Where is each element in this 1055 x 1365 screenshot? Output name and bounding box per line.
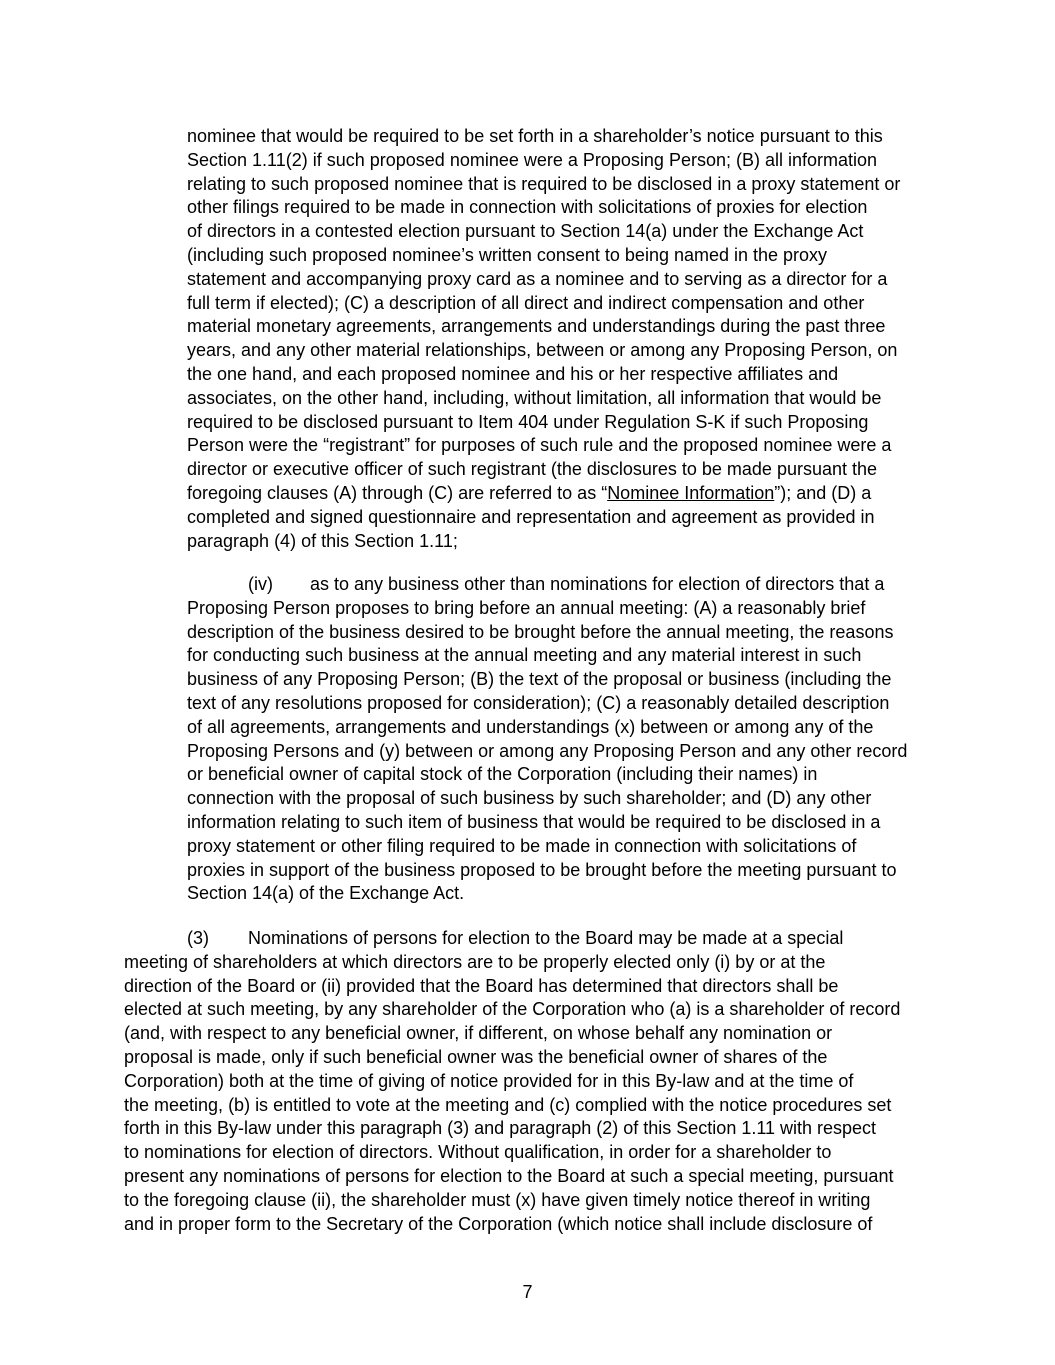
text-line: of directors in a contested election pursuant to Section 14(a) under the Exchange Act: [187, 221, 864, 242]
paragraph-nominee-information: [187, 125, 900, 553]
text-line: information relating to such item of business that would be required to be disclosed in a: [187, 811, 881, 832]
paragraph-iv: [187, 573, 907, 906]
text-line: text of any resolutions proposed for consideration); (C) a reasonably detailed description: [187, 692, 890, 713]
paragraph-marker: (3): [187, 928, 209, 948]
text-line: proposal is made, only if such beneficial owner was the beneficial owner of shares of the: [124, 1046, 828, 1067]
text-line: nominee that would be required to be set forth in a shareholder’s notice pursuant to this: [187, 126, 883, 146]
text-line: years, and any other material relationships, between or among any Proposing Person, on: [187, 340, 898, 361]
text-line: associates, on the other hand, including, without limitation, all information that would be: [187, 387, 882, 408]
text-fragment: as to any business other than nominations for election of directors that a: [310, 574, 885, 594]
text-fragment: Nominations of persons for election to the Board may be made at a special: [248, 928, 844, 948]
text-line: Section 14(a) of the Exchange Act.: [187, 883, 465, 904]
text-line: completed and signed questionnaire and representation and agreement as provided in: [187, 506, 875, 527]
text-line: required to be disclosed pursuant to Item 404 under Regulation S-K if such Proposing: [187, 411, 869, 432]
text-fragment: ”); and (D) a: [774, 482, 872, 503]
text-line: the one hand, and each proposed nominee and his or her respective affiliates and: [187, 363, 839, 384]
text-line: of all agreements, arrangements and understandings (x) between or among any of the: [187, 716, 874, 737]
text-line: elected at such meeting, by any shareholder of the Corporation who (a) is a shareholder of record: [124, 999, 901, 1020]
text-line: full term if elected); (C) a description of all direct and indirect compensation and other: [187, 292, 865, 313]
paragraph-marker: (iv): [248, 574, 273, 594]
text-line: [187, 573, 907, 597]
text-line: [124, 927, 900, 951]
text-line: relating to such proposed nominee that is required to be disclosed in a proxy statement or: [187, 173, 901, 194]
text-line: and in proper form to the Secretary of the Corporation (which notice shall include disclosure of: [124, 1213, 873, 1234]
text-line: Proposing Person proposes to bring before an annual meeting: (A) a reasonably brief: [187, 597, 866, 618]
text-line: Person were the “registrant” for purposes of such rule and the proposed nominee were a: [187, 435, 892, 456]
text-line: other filings required to be made in connection with solicitations of proxies for election: [187, 197, 868, 218]
text-line: Corporation) both at the time of giving of notice provided for in this By-law and at the time of: [124, 1070, 854, 1091]
text-line: proxy statement or other filing required to be made in connection with solicitations of: [187, 835, 857, 856]
paragraph-3-special-meeting-nominations: [124, 927, 900, 1236]
text-line: [187, 482, 900, 506]
text-line: proxies in support of the business proposed to be brought before the meeting pursuant to: [187, 859, 897, 880]
text-line: (and, with respect to any beneficial owner, if different, on whose behalf any nomination or: [124, 1023, 833, 1044]
text-line: the meeting, (b) is entitled to vote at the meeting and (c) complied with the notice procedures set: [124, 1094, 892, 1115]
defined-term-nominee-information: Nominee Information: [607, 482, 775, 503]
text-line: description of the business desired to be brought before the annual meeting, the reasons: [187, 621, 894, 642]
text-line: Proposing Persons and (y) between or among any Proposing Person and any other record: [187, 740, 908, 761]
text-line: business of any Proposing Person; (B) the text of the proposal or business (including the: [187, 669, 892, 690]
text-line: or beneficial owner of capital stock of the Corporation (including their names) in: [187, 764, 818, 785]
text-line: director or executive officer of such registrant (the disclosures to be made pursuant the: [187, 459, 878, 480]
text-line: to the foregoing clause (ii), the shareholder must (x) have given timely notice thereof in writing: [124, 1189, 871, 1210]
text-line: to nominations for election of directors. Without qualification, in order for a shareholder to: [124, 1142, 832, 1163]
text-line: meeting of shareholders at which directors are to be properly elected only (i) by or at the: [124, 951, 826, 972]
text-line: direction of the Board or (ii) provided that the Board has determined that directors shall be: [124, 975, 839, 996]
text-line: (including such proposed nominee’s written consent to being named in the proxy: [187, 244, 828, 265]
page-number: 7: [522, 1282, 533, 1302]
text-line: present any nominations of persons for election to the Board at such a special meeting, pursuant: [124, 1165, 894, 1186]
text-line: connection with the proposal of such business by such shareholder; and (D) any other: [187, 788, 872, 809]
text-line: for conducting such business at the annual meeting and any material interest in such: [187, 645, 862, 666]
text-line: material monetary agreements, arrangements and understandings during the past three: [187, 316, 886, 337]
text-line: forth in this By-law under this paragraph (3) and paragraph (2) of this Section 1.11 with respect: [124, 1118, 877, 1139]
text-line: Section 1.11(2) if such proposed nominee were a Proposing Person; (B) all information: [187, 149, 878, 170]
text-line: statement and accompanying proxy card as a nominee and to serving as a director for a: [187, 268, 888, 289]
text-fragment: foregoing clauses (A) through (C) are referred to as “: [187, 482, 608, 503]
text-line: paragraph (4) of this Section 1.11;: [187, 530, 458, 551]
